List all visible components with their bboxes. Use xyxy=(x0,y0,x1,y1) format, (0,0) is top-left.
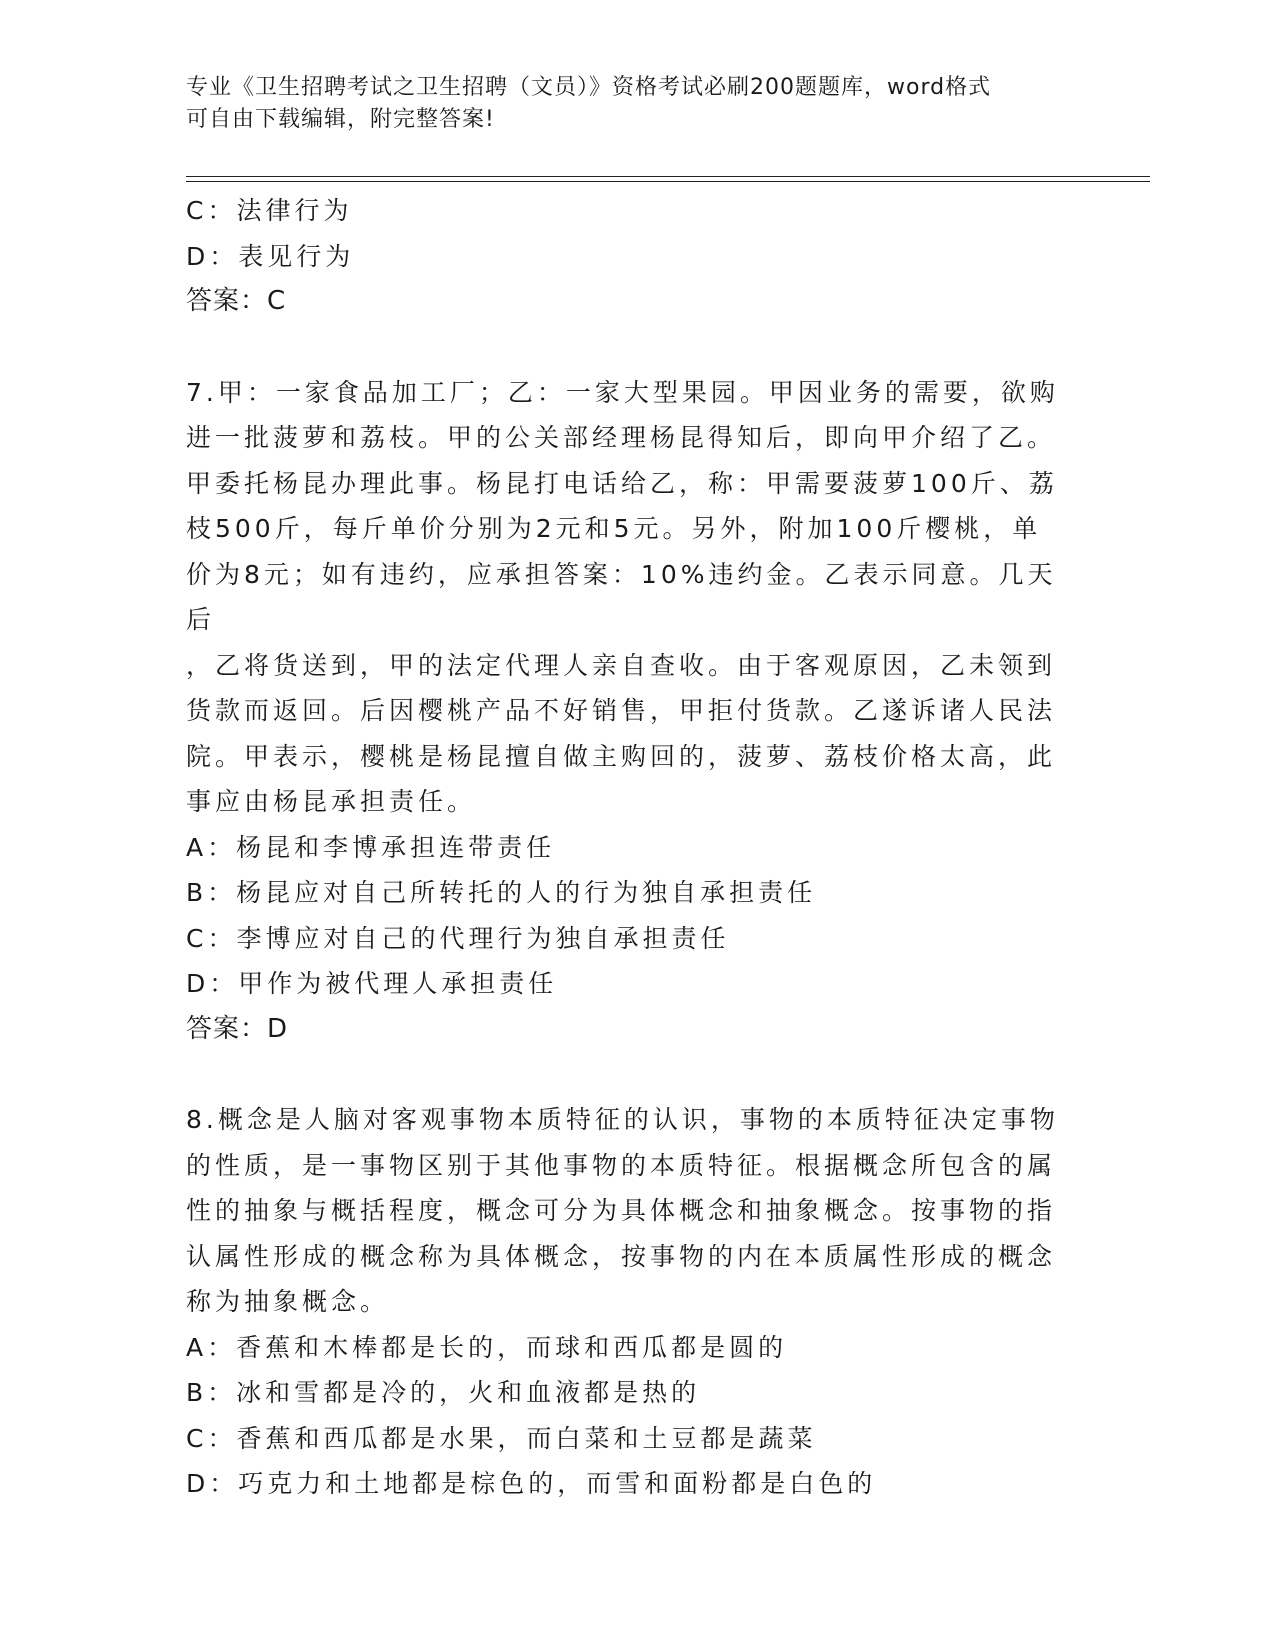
question-line: 货款而返回。后因樱桃产品不好销售，甲拒付货款。乙遂诉诸人民法 xyxy=(186,696,1057,725)
question-line: 甲委托杨昆办理此事。杨昆打电话给乙，称：甲需要菠萝100斤、荔 xyxy=(186,468,1058,498)
option-b: B：冰和雪都是冷的，火和血液都是热的 xyxy=(186,1378,701,1407)
question-line: ，乙将货送到，甲的法定代理人亲自查收。由于客观原因，乙未领到 xyxy=(186,650,1057,680)
question-line: 枝500斤，每斤单价分别为2元和5元。另外，附加100斤樱桃，单 xyxy=(186,514,1042,543)
answer-label: 答案：C xyxy=(186,286,287,316)
question-line: 进一批菠萝和荔枝。甲的公关部经理杨昆得知后，即向甲介绍了乙。 xyxy=(186,423,1057,452)
option-d: D：表见行为 xyxy=(186,241,355,271)
header-divider-top xyxy=(186,176,1150,177)
question-line: 称为抽象概念。 xyxy=(186,1287,390,1316)
question-line: 性的抽象与概括程度，概念可分为具体概念和抽象概念。按事物的指 xyxy=(186,1196,1057,1225)
option-b: B：杨昆应对自己所转托的人的行为独自承担责任 xyxy=(186,878,817,907)
answer-label: 答案：D xyxy=(186,1013,289,1044)
question-line: 院。甲表示，樱桃是杨昆擅自做主购回的，菠萝、荔枝价格太高，此 xyxy=(186,741,1057,771)
option-d: D：甲作为被代理人承担责任 xyxy=(186,969,558,998)
question-8 xyxy=(186,1097,1066,1507)
question-line: 认属性形成的概念称为具体概念，按事物的内在本质属性形成的概念 xyxy=(186,1241,1057,1271)
document-body xyxy=(186,188,1066,1507)
question-7 xyxy=(186,370,1066,1053)
option-c: C：香蕉和西瓜都是水果，而白菜和土豆都是蔬菜 xyxy=(186,1423,817,1453)
option-c: C：法律行为 xyxy=(186,196,353,225)
question-line: 事应由杨昆承担责任。 xyxy=(186,787,477,816)
spacer xyxy=(186,1052,1066,1097)
question-line: 7.甲：一家食品加工厂；乙：一家大型果园。甲因业务的需要，欲购 xyxy=(186,377,1059,407)
header-divider-bottom xyxy=(186,181,1150,182)
question-line: 的性质，是一事物区别于其他事物的本质特征。根据概念所包含的属 xyxy=(186,1150,1057,1180)
previous-question-tail xyxy=(186,188,1066,325)
option-d: D：巧克力和土地都是棕色的，而雪和面粉都是白色的 xyxy=(186,1469,877,1498)
option-a: A：杨昆和李博承担连带责任 xyxy=(186,832,556,862)
question-7-text xyxy=(186,370,1066,825)
spacer xyxy=(186,325,1066,370)
question-8-text xyxy=(186,1097,1066,1325)
question-line: 价为8元；如有违约，应承担答案：10%违约金。乙表示同意。几天后 xyxy=(186,559,1057,634)
question-line: 8.概念是人脑对客观事物本质特征的认识，事物的本质特征决定事物 xyxy=(186,1105,1059,1134)
header-line-1: 专业《卫生招聘考试之卫生招聘（文员）》资格考试必刷200题题库，word格式 xyxy=(186,75,992,100)
option-c: C：李博应对自己的代理行为独自承担责任 xyxy=(186,923,730,953)
header-line-2: 可自由下载编辑，附完整答案! xyxy=(186,107,495,132)
page-header xyxy=(186,72,1066,136)
option-a: A：香蕉和木棒都是长的，而球和西瓜都是圆的 xyxy=(186,1332,788,1362)
